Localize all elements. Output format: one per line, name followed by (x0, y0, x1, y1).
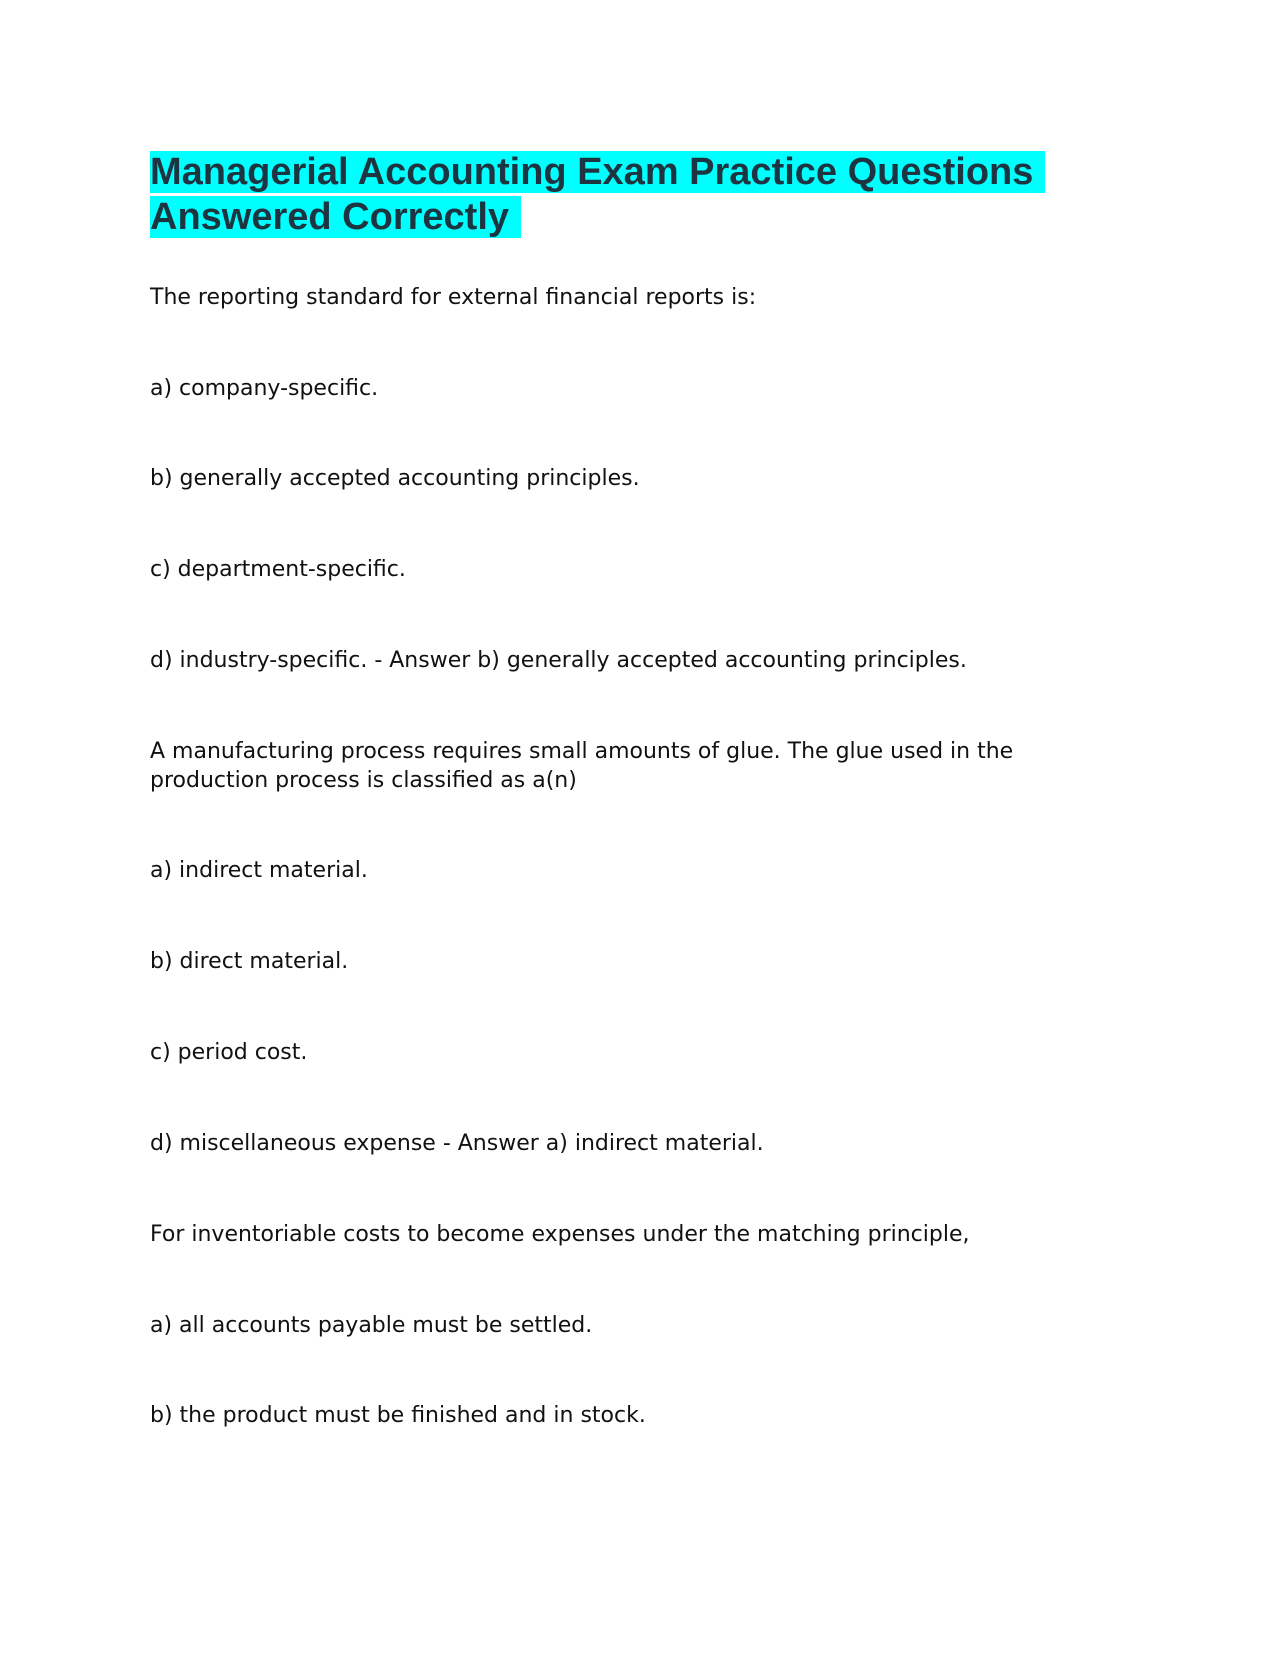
question-3-option-a: a) all accounts payable must be settled. (150, 1313, 593, 1338)
question-2-option-a: a) indirect material. (150, 858, 368, 883)
question-3: For inventoriable costs to become expenses under the matching principle, (150, 1222, 970, 1247)
question-2-option-c: c) period cost. (150, 1040, 308, 1065)
question-2-option-d-answer: d) miscellaneous expense - Answer a) indirect material. (150, 1131, 764, 1156)
question-1-option-b: b) generally accepted accounting principles. (150, 466, 640, 491)
question-1: The reporting standard for external financial reports is: (150, 285, 757, 310)
question-1-option-c: c) department-specific. (150, 557, 406, 582)
question-2-option-b: b) direct material. (150, 949, 349, 974)
question-1-option-d-answer: d) industry-specific. - Answer b) generally accepted accounting principles. (150, 648, 967, 673)
title-highlight: Managerial Accounting Exam Practice Questions Answered Correctly (150, 151, 1045, 238)
question-3-option-b: b) the product must be finished and in stock. (150, 1403, 646, 1428)
question-1-option-a: a) company-specific. (150, 376, 379, 401)
question-2: A manufacturing process requires small amounts of glue. The glue used in the production process is classified as a(n) (150, 739, 1014, 793)
document-title (150, 150, 1050, 240)
